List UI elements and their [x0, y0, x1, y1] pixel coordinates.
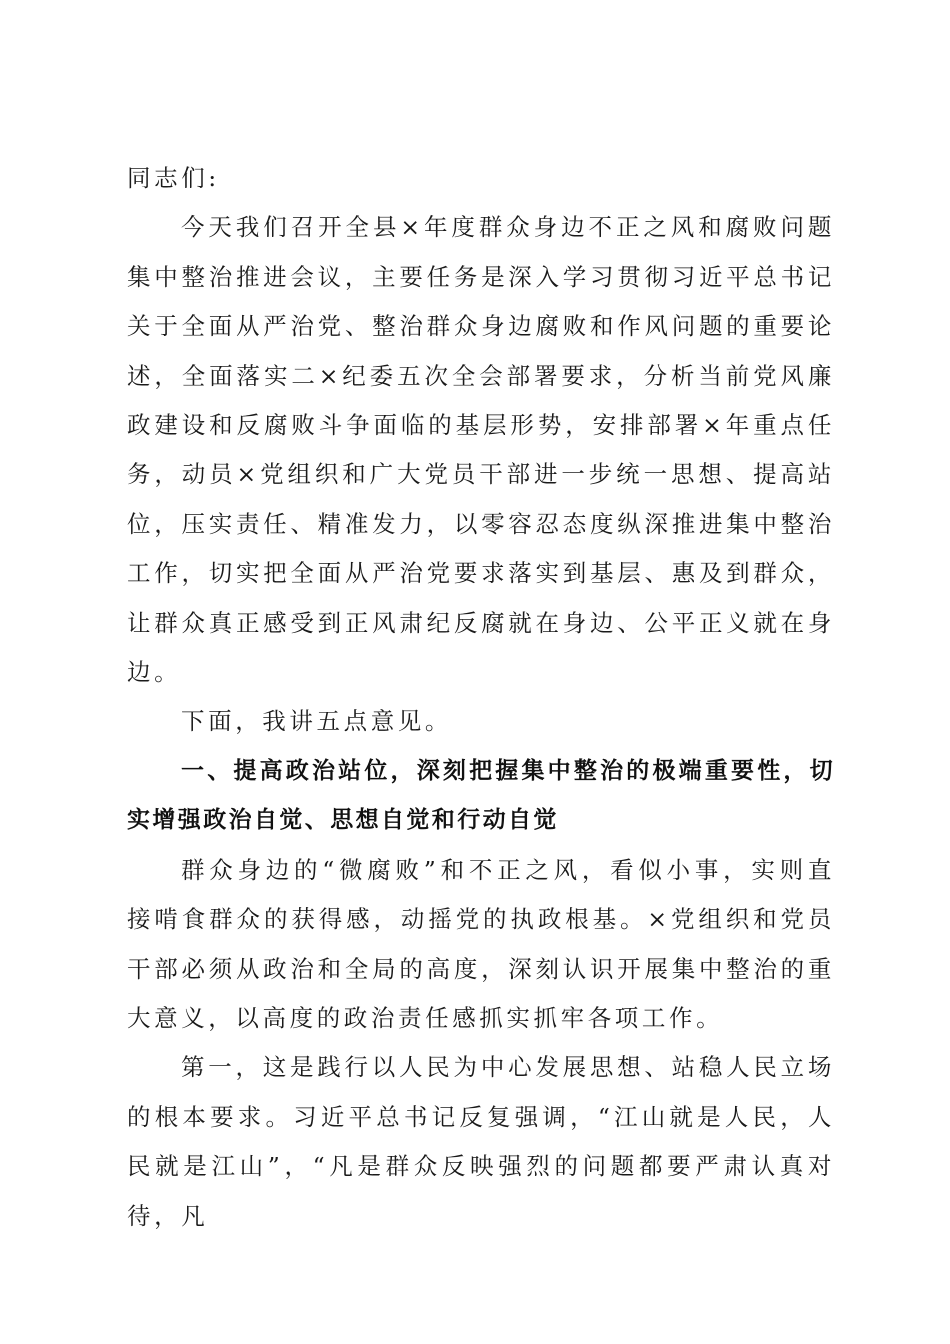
opening-paragraph: 今天我们召开全县×年度群众身边不正之风和腐败问题集中整治推进会议，主要任务是深入学习贯彻习近平总书记关于全面从严治党、整治群众身边腐败和作风问题的重要论述，全面落实二×纪委五次全会部署要求，分析当前党风廉政建设和反腐败斗争面临的基层形势，安排部署×年重点任务，动员×党组织和广大党员干部进一步统一思想、提高站位，压实责任、精准发力，以零容忍态度纵深推进集中整治工作，切实把全面从严治党要求落实到基层、惠及到群众，让群众真正感受到正风肃纪反腐就在身边、公平正义就在身边。 [127, 213, 835, 687]
document-body [127, 154, 835, 1241]
outline-intro-paragraph: 下面，我讲五点意见。 [181, 707, 452, 736]
salutation: 同志们: [127, 164, 220, 192]
section-paragraph: 第一，这是践行以人民为中心发展思想、站稳人民立场的根本要求。习近平总书记反复强调，“江山就是人民，人民就是江山”，“凡是群众反映强烈的问题都要严肃认真对待，凡 [127, 1053, 835, 1230]
section-paragraph: 群众身边的“微腐败”和不正之风，看似小事，实则直接啃食群众的获得感，动摇党的执政根基。×党组织和党员干部必须从政治和全局的高度，深刻认识开展集中整治的重大意义，以高度的政治责任感抓实抓牢各项工作。 [127, 855, 835, 1032]
section-heading: 一、提高政治站位，深刻把握集中整治的极端重要性，切实增强政治自觉、思想自觉和行动自觉 [127, 757, 835, 834]
